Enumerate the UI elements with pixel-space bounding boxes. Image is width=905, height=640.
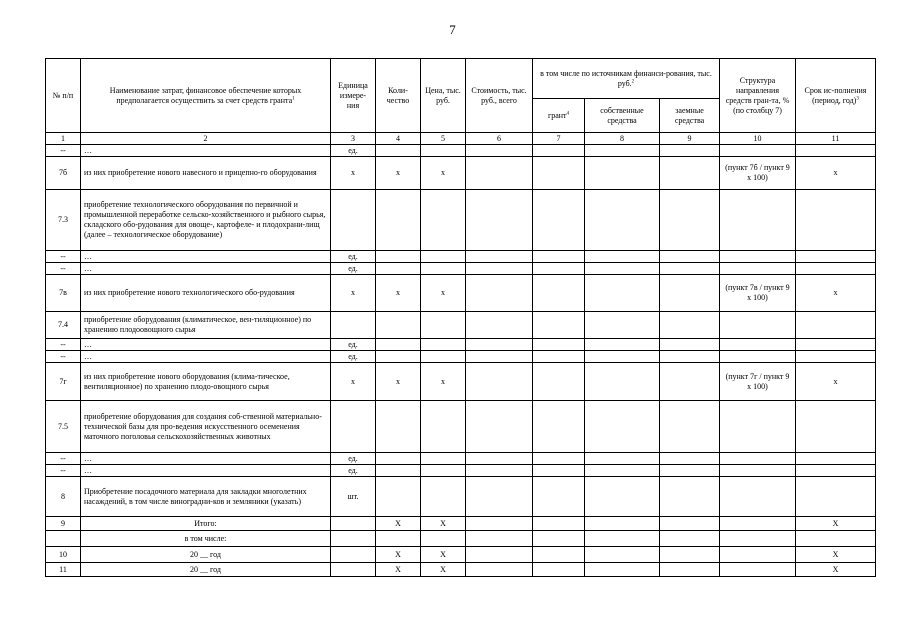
table-cell bbox=[585, 401, 660, 453]
table-cell: -- bbox=[46, 465, 81, 477]
table-row bbox=[46, 251, 876, 263]
table-cell bbox=[421, 145, 466, 157]
table-cell bbox=[533, 145, 585, 157]
header-borrowed-funds: заемные средства bbox=[660, 99, 720, 133]
table-cell bbox=[466, 477, 533, 517]
column-number: 9 bbox=[660, 133, 720, 145]
table-cell bbox=[421, 401, 466, 453]
column-number: 2 bbox=[81, 133, 331, 145]
table-cell: х bbox=[331, 275, 376, 312]
table-cell bbox=[720, 401, 796, 453]
table-cell bbox=[660, 363, 720, 401]
table-cell bbox=[533, 517, 585, 531]
table-row bbox=[46, 563, 876, 577]
header-sources-group: в том числе по источникам финанси-рования, тыс. руб.$^2$ bbox=[533, 59, 720, 99]
table-cell: х bbox=[796, 157, 876, 190]
table-cell bbox=[585, 517, 660, 531]
table-cell: 20 __ год bbox=[81, 563, 331, 577]
table-cell bbox=[660, 339, 720, 351]
table-cell bbox=[376, 339, 421, 351]
table-cell: из них приобретение нового технологического обо-рудования bbox=[81, 275, 331, 312]
table-cell: … bbox=[81, 145, 331, 157]
column-number: 1 bbox=[46, 133, 81, 145]
table-cell: -- bbox=[46, 145, 81, 157]
table-cell bbox=[660, 531, 720, 547]
table-cell bbox=[46, 531, 81, 547]
table-cell bbox=[660, 401, 720, 453]
table-cell: Х bbox=[796, 517, 876, 531]
table-cell bbox=[466, 275, 533, 312]
table-cell bbox=[533, 312, 585, 339]
table-cell bbox=[660, 263, 720, 275]
table-cell bbox=[466, 145, 533, 157]
table-cell: х bbox=[331, 157, 376, 190]
header-cost: Стоимость, тыс. руб., всего bbox=[466, 59, 533, 133]
table-cell bbox=[585, 190, 660, 251]
table-cell bbox=[585, 563, 660, 577]
table-cell: приобретение оборудования (климатическое, вен-тиляционное) по хранению плодоовощного сырья bbox=[81, 312, 331, 339]
table-cell bbox=[376, 465, 421, 477]
table-cell bbox=[796, 453, 876, 465]
table-cell: Х bbox=[421, 563, 466, 577]
table-cell: … bbox=[81, 263, 331, 275]
table-cell bbox=[466, 351, 533, 363]
table-cell: Х bbox=[421, 547, 466, 563]
table-cell bbox=[376, 401, 421, 453]
header-grant: грант$^4$ bbox=[533, 99, 585, 133]
table-cell bbox=[660, 547, 720, 563]
table-cell bbox=[720, 263, 796, 275]
table-cell: Х bbox=[796, 547, 876, 563]
table-row bbox=[46, 465, 876, 477]
table-cell: ед. bbox=[331, 145, 376, 157]
table-cell bbox=[533, 453, 585, 465]
table-cell bbox=[533, 251, 585, 263]
table-cell bbox=[466, 251, 533, 263]
table-cell bbox=[660, 517, 720, 531]
table-cell bbox=[585, 363, 660, 401]
page-number: 7 bbox=[449, 22, 456, 37]
table-cell bbox=[720, 312, 796, 339]
table-cell bbox=[585, 547, 660, 563]
table-row bbox=[46, 477, 876, 517]
column-number: 8 bbox=[585, 133, 660, 145]
table-cell bbox=[660, 465, 720, 477]
table-row bbox=[46, 263, 876, 275]
table-cell bbox=[466, 339, 533, 351]
table-cell bbox=[660, 477, 720, 517]
table-cell bbox=[533, 563, 585, 577]
table-cell bbox=[466, 465, 533, 477]
table-cell bbox=[720, 547, 796, 563]
header-quantity: Коли-чество bbox=[376, 59, 421, 133]
table-cell bbox=[660, 563, 720, 577]
table-cell: х bbox=[796, 363, 876, 401]
table-cell bbox=[331, 401, 376, 453]
table-cell bbox=[585, 351, 660, 363]
table-cell bbox=[720, 251, 796, 263]
table-cell: (пункт 7в / пункт 9 х 100) bbox=[720, 275, 796, 312]
table-cell: Приобретение посадочного материала для закладки многолетних насаждений, в том числе виноградни-ков и земляники (указать) bbox=[81, 477, 331, 517]
table-cell bbox=[421, 312, 466, 339]
table-cell bbox=[421, 190, 466, 251]
table-cell bbox=[421, 453, 466, 465]
table-cell bbox=[660, 145, 720, 157]
table-cell bbox=[585, 157, 660, 190]
table-cell bbox=[421, 339, 466, 351]
table-cell: ед. bbox=[331, 339, 376, 351]
column-number: 4 bbox=[376, 133, 421, 145]
table-cell: 8 bbox=[46, 477, 81, 517]
table-row bbox=[46, 453, 876, 465]
table-cell bbox=[376, 145, 421, 157]
header-structure: Структура направления средств гран-та, % (по столбцу 7) bbox=[720, 59, 796, 133]
column-number: 10 bbox=[720, 133, 796, 145]
table-cell: из них приобретение нового навесного и прицепно-го оборудования bbox=[81, 157, 331, 190]
table-cell: … bbox=[81, 351, 331, 363]
table-cell bbox=[466, 517, 533, 531]
table-cell bbox=[331, 563, 376, 577]
table-cell bbox=[796, 465, 876, 477]
column-numbers-row bbox=[46, 133, 876, 145]
table-cell: х bbox=[421, 275, 466, 312]
table-cell bbox=[796, 263, 876, 275]
table-row bbox=[46, 547, 876, 563]
table-cell bbox=[585, 477, 660, 517]
table-cell: ед. bbox=[331, 263, 376, 275]
table-cell bbox=[720, 351, 796, 363]
column-number: 11 bbox=[796, 133, 876, 145]
table-cell bbox=[796, 339, 876, 351]
table-cell bbox=[533, 363, 585, 401]
table-cell: 7.3 bbox=[46, 190, 81, 251]
header-price: Цена, тыс. руб. bbox=[421, 59, 466, 133]
table-cell bbox=[585, 312, 660, 339]
table-cell: из них приобретение нового оборудования (клима-тическое, вентиляционное) по хранению плодо-овощного сырья bbox=[81, 363, 331, 401]
table-cell bbox=[331, 312, 376, 339]
table-cell: 7.4 bbox=[46, 312, 81, 339]
table-cell bbox=[533, 547, 585, 563]
column-number: 7 bbox=[533, 133, 585, 145]
table-cell bbox=[720, 563, 796, 577]
table-cell: (пункт 7б / пункт 9 х 100) bbox=[720, 157, 796, 190]
column-number: 5 bbox=[421, 133, 466, 145]
table-cell: 7г bbox=[46, 363, 81, 401]
table-cell bbox=[331, 190, 376, 251]
table-cell bbox=[660, 351, 720, 363]
table-cell bbox=[331, 547, 376, 563]
table-cell bbox=[720, 190, 796, 251]
table-cell bbox=[796, 312, 876, 339]
table-cell bbox=[466, 401, 533, 453]
table-cell: шт. bbox=[331, 477, 376, 517]
table-row bbox=[46, 531, 876, 547]
table-cell: 10 bbox=[46, 547, 81, 563]
table-cell: … bbox=[81, 465, 331, 477]
table-cell: (пункт 7г / пункт 9 х 100) bbox=[720, 363, 796, 401]
table-cell bbox=[533, 157, 585, 190]
table-cell bbox=[466, 563, 533, 577]
table-cell: приобретение оборудования для создания соб-ственной материально-технической базы для про-ведения искусственного осеменения маточного поголовья сельскохозяйственных животных bbox=[81, 401, 331, 453]
table-cell bbox=[720, 453, 796, 465]
table-cell: в том числе: bbox=[81, 531, 331, 547]
table-cell: х bbox=[421, 363, 466, 401]
table-cell: -- bbox=[46, 351, 81, 363]
table-row bbox=[46, 339, 876, 351]
header-deadline: Срок ис-полнения (период, год)$^3$ bbox=[796, 59, 876, 133]
table-row bbox=[46, 401, 876, 453]
table-cell bbox=[796, 145, 876, 157]
table-cell bbox=[533, 263, 585, 275]
column-number: 6 bbox=[466, 133, 533, 145]
table-cell: Итого: bbox=[81, 517, 331, 531]
table-cell: ед. bbox=[331, 453, 376, 465]
table-cell bbox=[376, 251, 421, 263]
table-row bbox=[46, 190, 876, 251]
table-cell bbox=[421, 477, 466, 517]
table-cell: 9 bbox=[46, 517, 81, 531]
header-num: № п/п bbox=[46, 59, 81, 133]
table-row bbox=[46, 312, 876, 339]
table-cell bbox=[660, 157, 720, 190]
table-cell bbox=[466, 453, 533, 465]
table-cell bbox=[533, 465, 585, 477]
table-cell: приобретение технологического оборудования по первичной и промышленной переработке сельско-хозяйственного и рыбного сырья, складского обо-рудования для овоще-, картофеле- и плодохрани-лищ (далее – технологическое оборудование) bbox=[81, 190, 331, 251]
table-row bbox=[46, 275, 876, 312]
table-cell: х bbox=[331, 363, 376, 401]
table-cell bbox=[466, 363, 533, 401]
table-cell bbox=[533, 477, 585, 517]
table-cell bbox=[376, 263, 421, 275]
header-own-funds: собственные средства bbox=[585, 99, 660, 133]
table-cell: 11 bbox=[46, 563, 81, 577]
table-cell bbox=[376, 477, 421, 517]
table-cell: -- bbox=[46, 453, 81, 465]
header-unit: Единица измере-ния bbox=[331, 59, 376, 133]
table-cell: Х bbox=[376, 517, 421, 531]
table-cell bbox=[796, 401, 876, 453]
table-row bbox=[46, 157, 876, 190]
table-cell bbox=[466, 312, 533, 339]
table-cell bbox=[585, 453, 660, 465]
table-cell bbox=[466, 531, 533, 547]
table-cell bbox=[585, 465, 660, 477]
table-cell bbox=[585, 275, 660, 312]
table-cell bbox=[466, 547, 533, 563]
table-cell bbox=[466, 157, 533, 190]
table-cell: 7в bbox=[46, 275, 81, 312]
table-cell bbox=[796, 251, 876, 263]
table-cell: х bbox=[376, 157, 421, 190]
table-cell bbox=[533, 531, 585, 547]
table-cell: 20 __ год bbox=[81, 547, 331, 563]
table-cell bbox=[720, 517, 796, 531]
table-cell: Х bbox=[376, 563, 421, 577]
table-cell bbox=[331, 517, 376, 531]
table-cell: х bbox=[376, 275, 421, 312]
table-cell bbox=[585, 531, 660, 547]
table-cell: ед. bbox=[331, 251, 376, 263]
table-cell: х bbox=[796, 275, 876, 312]
header-name: Наименование затрат, финансовое обеспечение которых предполагается осуществить за счет средств гранта$^1$ bbox=[81, 59, 331, 133]
table-row bbox=[46, 351, 876, 363]
table-cell bbox=[376, 312, 421, 339]
table-cell bbox=[585, 145, 660, 157]
table-cell bbox=[421, 465, 466, 477]
table-cell bbox=[585, 263, 660, 275]
table-cell bbox=[421, 263, 466, 275]
table-cell bbox=[533, 401, 585, 453]
table-cell: Х bbox=[421, 517, 466, 531]
table-cell: х bbox=[376, 363, 421, 401]
table-cell bbox=[466, 190, 533, 251]
table-cell bbox=[796, 190, 876, 251]
table-cell bbox=[660, 190, 720, 251]
table-cell: Х bbox=[376, 547, 421, 563]
table-cell bbox=[585, 251, 660, 263]
table-row bbox=[46, 363, 876, 401]
table-cell bbox=[660, 312, 720, 339]
table-cell: -- bbox=[46, 251, 81, 263]
table-cell: х bbox=[421, 157, 466, 190]
table-cell bbox=[533, 339, 585, 351]
table-cell: -- bbox=[46, 339, 81, 351]
table-cell bbox=[533, 351, 585, 363]
table-cell bbox=[796, 531, 876, 547]
table-cell bbox=[533, 190, 585, 251]
table-cell: 7б bbox=[46, 157, 81, 190]
table-cell bbox=[720, 531, 796, 547]
table-cell bbox=[585, 339, 660, 351]
table-cell: ед. bbox=[331, 465, 376, 477]
table-cell bbox=[660, 251, 720, 263]
table-cell bbox=[376, 351, 421, 363]
table-cell bbox=[796, 351, 876, 363]
table-cell: … bbox=[81, 339, 331, 351]
table-cell: … bbox=[81, 251, 331, 263]
column-number: 3 bbox=[331, 133, 376, 145]
table-cell bbox=[533, 275, 585, 312]
table-cell: 7.5 bbox=[46, 401, 81, 453]
table-cell bbox=[720, 465, 796, 477]
table-cell: -- bbox=[46, 263, 81, 275]
table-cell: Х bbox=[796, 563, 876, 577]
table-cell bbox=[660, 453, 720, 465]
table-cell bbox=[720, 145, 796, 157]
table-cell bbox=[376, 190, 421, 251]
table-cell bbox=[421, 351, 466, 363]
grant-cost-table bbox=[45, 58, 876, 577]
table-cell bbox=[421, 531, 466, 547]
table-cell bbox=[466, 263, 533, 275]
table-cell bbox=[331, 531, 376, 547]
table-cell bbox=[660, 275, 720, 312]
table-cell: … bbox=[81, 453, 331, 465]
table-row bbox=[46, 517, 876, 531]
table-cell bbox=[796, 477, 876, 517]
table-cell: ед. bbox=[331, 351, 376, 363]
table-cell bbox=[421, 251, 466, 263]
table-cell bbox=[720, 339, 796, 351]
table-cell bbox=[376, 531, 421, 547]
table-cell bbox=[720, 477, 796, 517]
table-row bbox=[46, 145, 876, 157]
table-cell bbox=[376, 453, 421, 465]
